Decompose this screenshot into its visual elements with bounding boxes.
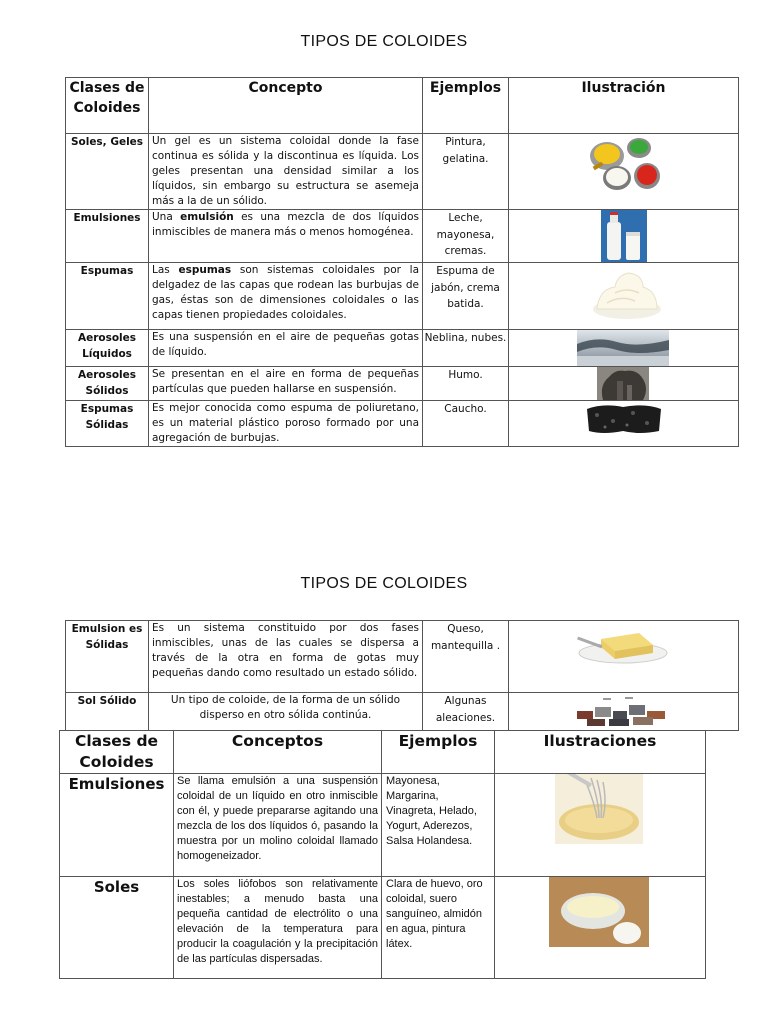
header-ejemplos: Ejemplos xyxy=(382,731,495,774)
row-examples: Leche, mayonesa, cremas. xyxy=(423,210,509,263)
row-examples: Pintura, gelatina. xyxy=(423,134,509,210)
row-concept: Es mejor conocida como espuma de poliuretano, es un material plástico poroso formado por una agregación de burbujas. xyxy=(149,401,423,447)
row-concept: Es una suspensión en el aire de pequeñas gotas de líquido. xyxy=(149,330,423,367)
row-class: Emulsiones xyxy=(60,774,174,877)
row-class: Aerosoles Sólidos xyxy=(66,367,149,401)
paint-cans-icon xyxy=(587,134,661,192)
header-concepto: Concepto xyxy=(149,78,423,134)
row-examples: Queso, mantequilla . xyxy=(423,621,509,693)
row-class: Espumas Sólidas xyxy=(66,401,149,447)
table-row xyxy=(66,621,739,693)
milk-bottle-icon xyxy=(601,210,647,262)
egg-white-icon xyxy=(549,877,649,947)
colloid-table-3 xyxy=(59,730,706,979)
header-clases: Clases de Coloides xyxy=(66,78,149,134)
colloid-table-2 xyxy=(65,620,739,731)
row-examples: Clara de huevo, oro coloidal, suero sanguíneo, almidón en agua, pintura látex. xyxy=(382,877,495,979)
butter-icon xyxy=(573,623,673,665)
row-examples: Humo. xyxy=(423,367,509,401)
row-class: Espumas xyxy=(66,263,149,330)
whipped-cream-icon xyxy=(587,265,667,321)
row-concept: Se presentan en el aire en forma de pequeñas partículas que pueden hallarse en suspensión. xyxy=(149,367,423,401)
table-row xyxy=(66,401,739,447)
table-row xyxy=(66,134,739,210)
row-examples: Algunas aleaciones. xyxy=(423,693,509,731)
alloys-icon xyxy=(573,695,673,729)
table-row xyxy=(60,774,706,877)
table-row xyxy=(60,877,706,979)
colloid-table-1 xyxy=(65,77,739,447)
row-class: Emulsion es Sólidas xyxy=(66,621,149,693)
smoke-icon xyxy=(597,367,649,400)
row-concept: Se llama emulsión a una suspensión coloidal de un líquido en otro inmiscible con él, y puede prepararse agitando una mezcla de los dos líquidos ó, pasando la muestra por un molino coloidal llamado homogeneizador. xyxy=(174,774,382,877)
row-concept: Una emulsión es una mezcla de dos líquidos inmiscibles de manera más o menos homogénea. xyxy=(149,210,423,263)
row-concept: Las espumas son sistemas coloidales por la delgadez de las capas que rodean las burbujas de gas, éstas son de dimensiones coloidales o las capas tienen propiedades coloidales. xyxy=(149,263,423,330)
row-examples: Espuma de jabón, crema batida. xyxy=(423,263,509,330)
table-row xyxy=(66,263,739,330)
header-conceptos: Conceptos xyxy=(174,731,382,774)
whisk-mayonnaise-icon xyxy=(555,774,643,844)
row-examples: Caucho. xyxy=(423,401,509,447)
row-class: Aerosoles Líquidos xyxy=(66,330,149,367)
rubber-foam-icon xyxy=(583,401,665,437)
row-concept: Es un sistema constituido por dos fases inmiscibles, unas de las cuales se dispersa a través de la otra en forma de gotas muy pequeñas dando como resultado un estado sólido. xyxy=(149,621,423,693)
table-row xyxy=(66,210,739,263)
page-title-1: TIPOS DE COLOIDES xyxy=(300,33,468,50)
table-header-row xyxy=(66,78,739,134)
row-class: Soles, Geles xyxy=(66,134,149,210)
header-ejemplos: Ejemplos xyxy=(423,78,509,134)
header-clases: Clases de Coloides xyxy=(60,731,174,774)
table-header-row xyxy=(60,731,706,774)
row-concept: Un gel es un sistema coloidal donde la fase continua es sólida y la discontinua es líquida. Los geles presentan una densidad similar a los líquidos, sin embargo su estructura se asemeja más a la de un sólido. xyxy=(149,134,423,210)
row-examples: Neblina, nubes. xyxy=(423,330,509,367)
table-row xyxy=(66,693,739,731)
row-concept: Un tipo de coloide, de la forma de un sólido disperso en otro sólida continúa. xyxy=(149,693,423,731)
header-ilustracion: Ilustración xyxy=(509,78,739,134)
row-class: Emulsiones xyxy=(66,210,149,263)
row-concept: Los soles liófobos son relativamente inestables; a menudo basta una pequeña cantidad de electrólito o una elevación de la temperatura para producir la coagulación y la precipitación de las partículas dispersadas. xyxy=(174,877,382,979)
table-row xyxy=(66,367,739,401)
fog-icon xyxy=(577,330,669,366)
row-class: Sol Sólido xyxy=(66,693,149,731)
header-ilustraciones: Ilustraciones xyxy=(495,731,706,774)
table-row xyxy=(66,330,739,367)
page-title-2: TIPOS DE COLOIDES xyxy=(300,575,468,592)
row-examples: Mayonesa, Margarina, Vinagreta, Helado, Yogurt, Aderezos, Salsa Holandesa. xyxy=(382,774,495,877)
row-class: Soles xyxy=(60,877,174,979)
